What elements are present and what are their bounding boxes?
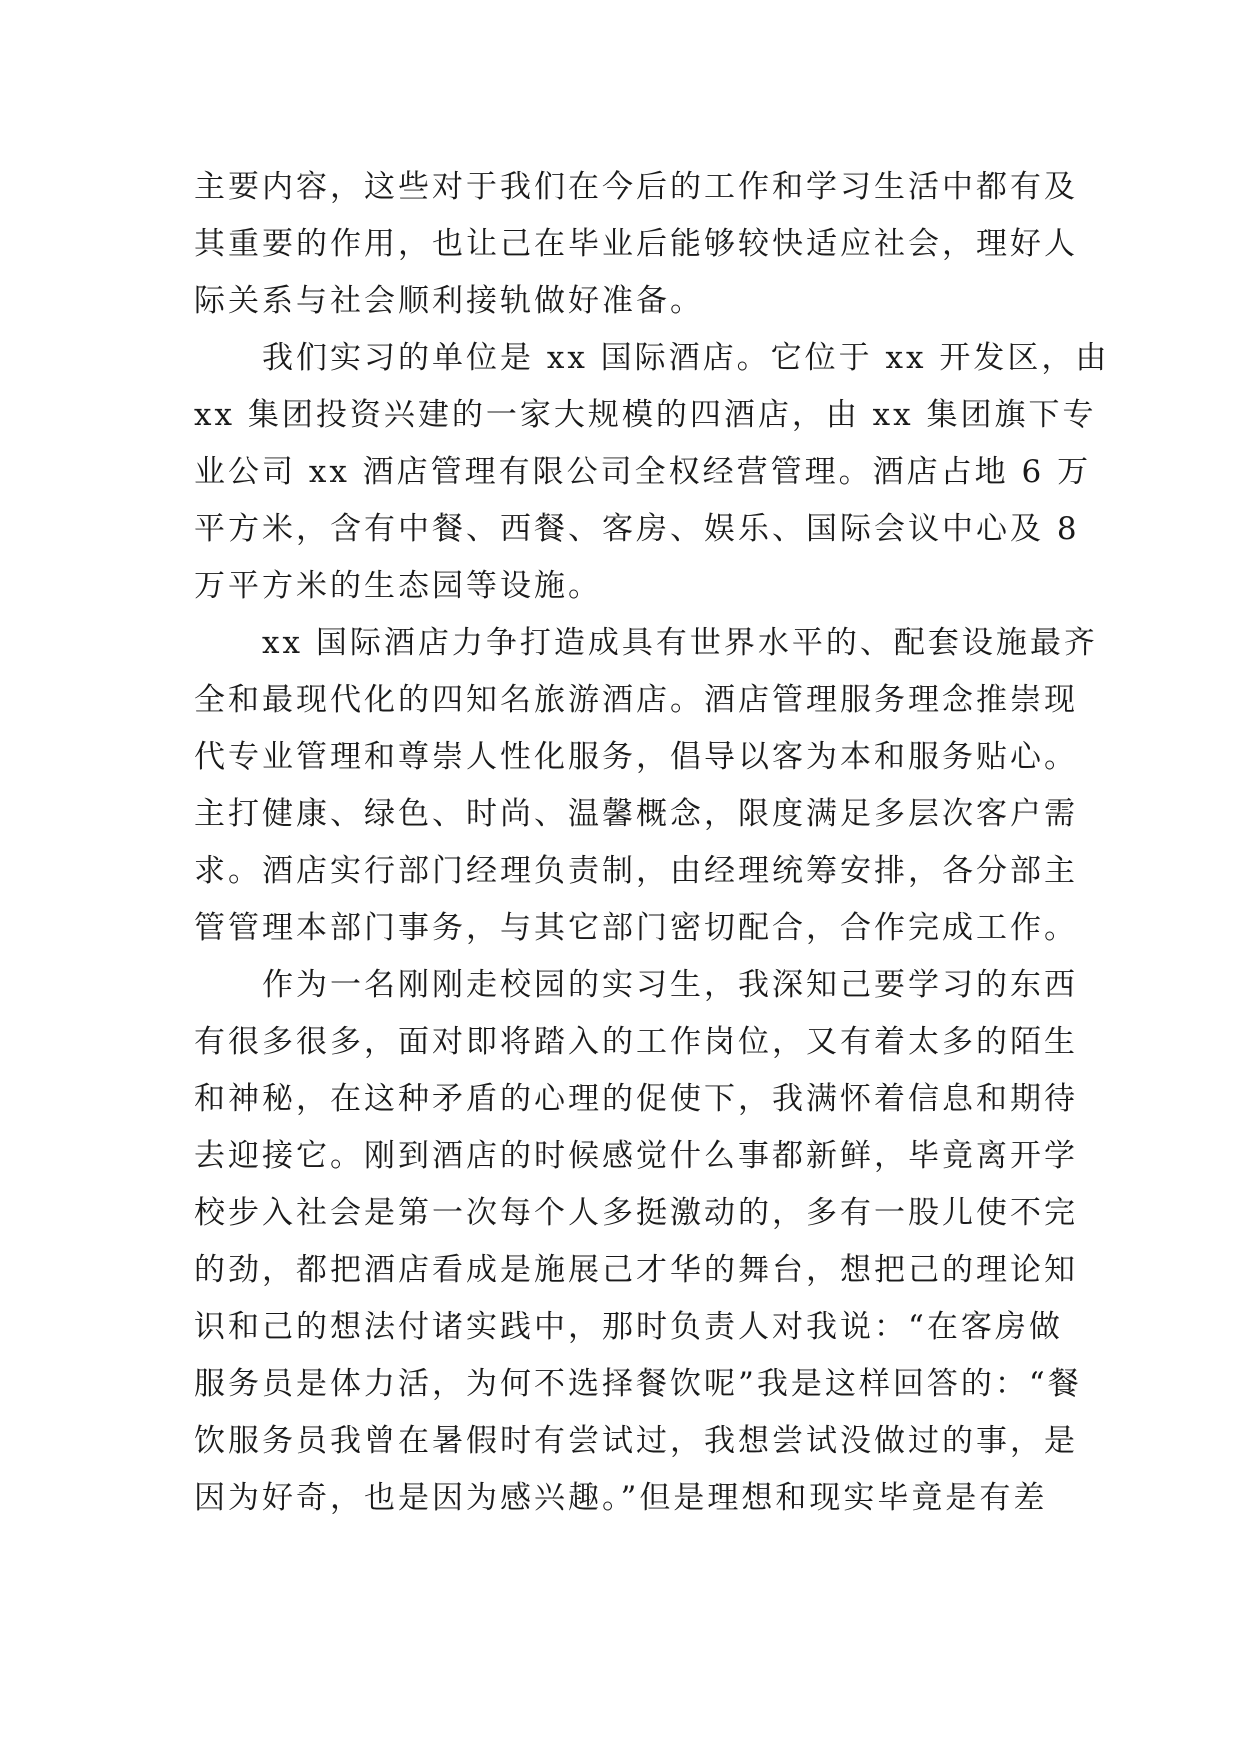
text-line: xx 集团投资兴建的一家大规模的四酒店，由 xx 集团旗下专: [194, 397, 1097, 433]
text-line: 作为一名刚刚走校园的实习生，我深知己要学习的东西: [194, 967, 1078, 1003]
text-line: 际关系与社会顺利接轨做好准备。: [194, 283, 704, 319]
text-line: 主要内容，这些对于我们在今后的工作和学习生活中都有及: [194, 169, 1078, 205]
text-line: 其重要的作用，也让己在毕业后能够较快适应社会，理好人: [194, 226, 1078, 262]
text-line: 万平方米的生态园等设施。: [194, 568, 602, 604]
text-line: 代专业管理和尊崇人性化服务，倡导以客为本和服务贴心。: [194, 739, 1078, 775]
text-line: 平方米，含有中餐、西餐、客房、娱乐、国际会议中心及 8: [194, 511, 1080, 547]
text-line: 业公司 xx 酒店管理有限公司全权经营管理。酒店占地 6 万: [194, 454, 1092, 490]
text-line: 有很多很多，面对即将踏入的工作岗位，又有着太多的陌生: [194, 1024, 1078, 1060]
text-line: 求。酒店实行部门经理负责制，由经理统筹安排，各分部主: [194, 853, 1078, 889]
text-line: 去迎接它。刚到酒店的时候感觉什么事都新鲜，毕竟离开学: [194, 1138, 1078, 1174]
text-line: 和神秘，在这种矛盾的心理的促使下，我满怀着信息和期待: [194, 1081, 1078, 1117]
text-line: 我们实习的单位是 xx 国际酒店。它位于 xx 开发区，由: [194, 340, 1110, 376]
text-line: 管管理本部门事务，与其它部门密切配合，合作完成工作。: [194, 910, 1078, 946]
body-text: [194, 159, 1110, 1527]
text-line: xx 国际酒店力争打造成具有世界水平的、配套设施最齐: [194, 625, 1098, 661]
text-line: 的劲，都把酒店看成是施展己才华的舞台，想把己的理论知: [194, 1252, 1078, 1288]
text-line: 因为好奇，也是因为感兴趣。”但是理想和现实毕竟是有差: [194, 1480, 1048, 1516]
text-line: 校步入社会是第一次每个人多挺激动的，多有一股儿使不完: [194, 1195, 1078, 1231]
text-line: 服务员是体力活，为何不选择餐饮呢”我是这样回答的：“餐: [194, 1366, 1082, 1402]
text-line: 识和己的想法付诸实践中，那时负责人对我说：“在客房做: [194, 1309, 1063, 1345]
text-line: 全和最现代化的四知名旅游酒店。酒店管理服务理念推崇现: [194, 682, 1078, 718]
text-line: 主打健康、绿色、时尚、温馨概念，限度满足多层次客户需: [194, 796, 1078, 832]
text-line: 饮服务员我曾在暑假时有尝试过，我想尝试没做过的事，是: [194, 1423, 1078, 1459]
